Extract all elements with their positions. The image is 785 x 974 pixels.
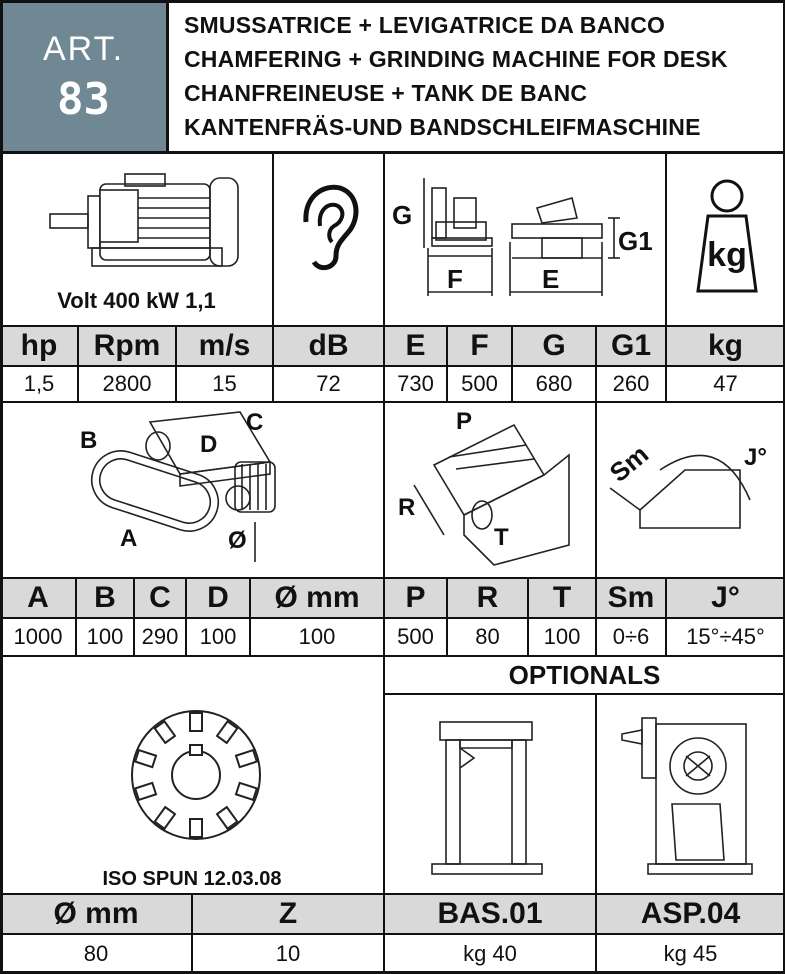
dim-label-e: E — [542, 264, 560, 294]
table2-header-7: T — [528, 578, 596, 618]
cutter-caption: ISO SPUN 12.03.08 — [102, 868, 282, 890]
title-italian: SMUSSATRICE + LEVIGATRICE DA BANCO — [184, 12, 666, 38]
belt-label-c: C — [246, 409, 264, 436]
table2-value-2: 290 — [141, 624, 179, 649]
cutter-icon — [126, 705, 266, 845]
article-label: ART. — [42, 30, 125, 68]
table1-header-7: G1 — [596, 326, 666, 366]
table2-value-4: 100 — [298, 624, 336, 649]
table1-value-5: 500 — [461, 371, 498, 396]
table2-value-7: 100 — [543, 624, 581, 649]
work-table-drawing — [394, 405, 594, 570]
table-label-p: P — [456, 408, 473, 435]
table2-value-6: 80 — [475, 624, 500, 649]
motor-caption: Volt 400 kW 1,1 — [57, 288, 216, 313]
table1-value-2: 15 — [212, 371, 237, 396]
table2-header-1: B — [76, 578, 134, 618]
table3-value-1: 10 — [275, 940, 301, 966]
table2-header-9: J° — [666, 578, 785, 618]
dim-label-g: G — [392, 200, 413, 230]
title-french: CHANFREINEUSE + TANK DE BANC — [184, 80, 588, 106]
table1-value-3: 72 — [316, 371, 341, 396]
table3-value-3: kg 45 — [663, 940, 718, 966]
chamfer-label-angle: J° — [744, 444, 767, 471]
table1-header-3: dB — [273, 326, 384, 366]
table1-header-4: E — [384, 326, 447, 366]
belt-label-b: B — [80, 427, 98, 454]
base-stand-drawing — [428, 718, 546, 878]
table1-value-8: 47 — [713, 371, 738, 396]
table3-header-1: Z — [192, 894, 384, 934]
belt-label-a: A — [120, 525, 138, 552]
table1-header-2: m/s — [176, 326, 273, 366]
motor-drawing — [40, 172, 240, 272]
table2-header-4: Ø mm — [250, 578, 384, 618]
table1-value-6: 680 — [535, 371, 573, 396]
table1-value-1: 2800 — [102, 371, 152, 396]
title-german: KANTENFRÄS-UND BANDSCHLEIFMASCHINE — [184, 114, 701, 140]
dimension-drawing — [392, 168, 660, 303]
table2-header-2: C — [134, 578, 186, 618]
dim-label-g1: G1 — [618, 226, 653, 256]
table1-value-4: 730 — [397, 371, 434, 396]
table1-value-0: 1,5 — [23, 371, 55, 396]
table2-value-8: 0÷6 — [612, 624, 650, 649]
table2-header-0: A — [0, 578, 76, 618]
belt-label-diameter: Ø — [228, 527, 247, 554]
table3-header-3: ASP.04 — [596, 894, 785, 934]
title-english: CHAMFERING + GRINDING MACHINE FOR DESK — [184, 46, 728, 72]
ear-icon — [296, 182, 360, 272]
table2-value-1: 100 — [86, 624, 124, 649]
product-titles — [184, 8, 784, 144]
dust-collector-drawing — [620, 710, 760, 878]
table2-value-9: 15°÷45° — [686, 624, 765, 649]
table1-value-7: 260 — [612, 371, 650, 396]
table2-header-5: P — [384, 578, 447, 618]
table1-header-8: kg — [666, 326, 785, 366]
table2-value-5: 500 — [397, 624, 434, 649]
optionals-title: OPTIONALS — [508, 659, 661, 690]
chamfer-drawing — [600, 410, 784, 565]
chamfer-label-sm: Sm — [603, 438, 655, 488]
table3-header-2: BAS.01 — [384, 894, 596, 934]
table3-value-0: 80 — [83, 940, 109, 966]
article-badge — [0, 0, 167, 152]
table3-header-0: Ø mm — [0, 894, 192, 934]
table2-value-3: 100 — [199, 624, 237, 649]
belt-label-d: D — [200, 431, 218, 458]
table-label-t: T — [494, 524, 509, 551]
table2-header-3: D — [186, 578, 250, 618]
table2-header-8: Sm — [596, 578, 666, 618]
table1-header-6: G — [512, 326, 596, 366]
table1-header-0: hp — [0, 326, 78, 366]
article-number: 83 — [57, 74, 110, 125]
table1-header-5: F — [447, 326, 512, 366]
belt-sander-drawing — [70, 402, 310, 570]
table2-value-0: 1000 — [13, 624, 63, 649]
dim-label-f: F — [447, 264, 463, 294]
table1-header-1: Rpm — [78, 326, 176, 366]
table-label-r: R — [398, 494, 416, 521]
weight-label: kg — [707, 236, 747, 274]
table2-header-6: R — [447, 578, 528, 618]
table3-value-2: kg 40 — [463, 940, 517, 966]
